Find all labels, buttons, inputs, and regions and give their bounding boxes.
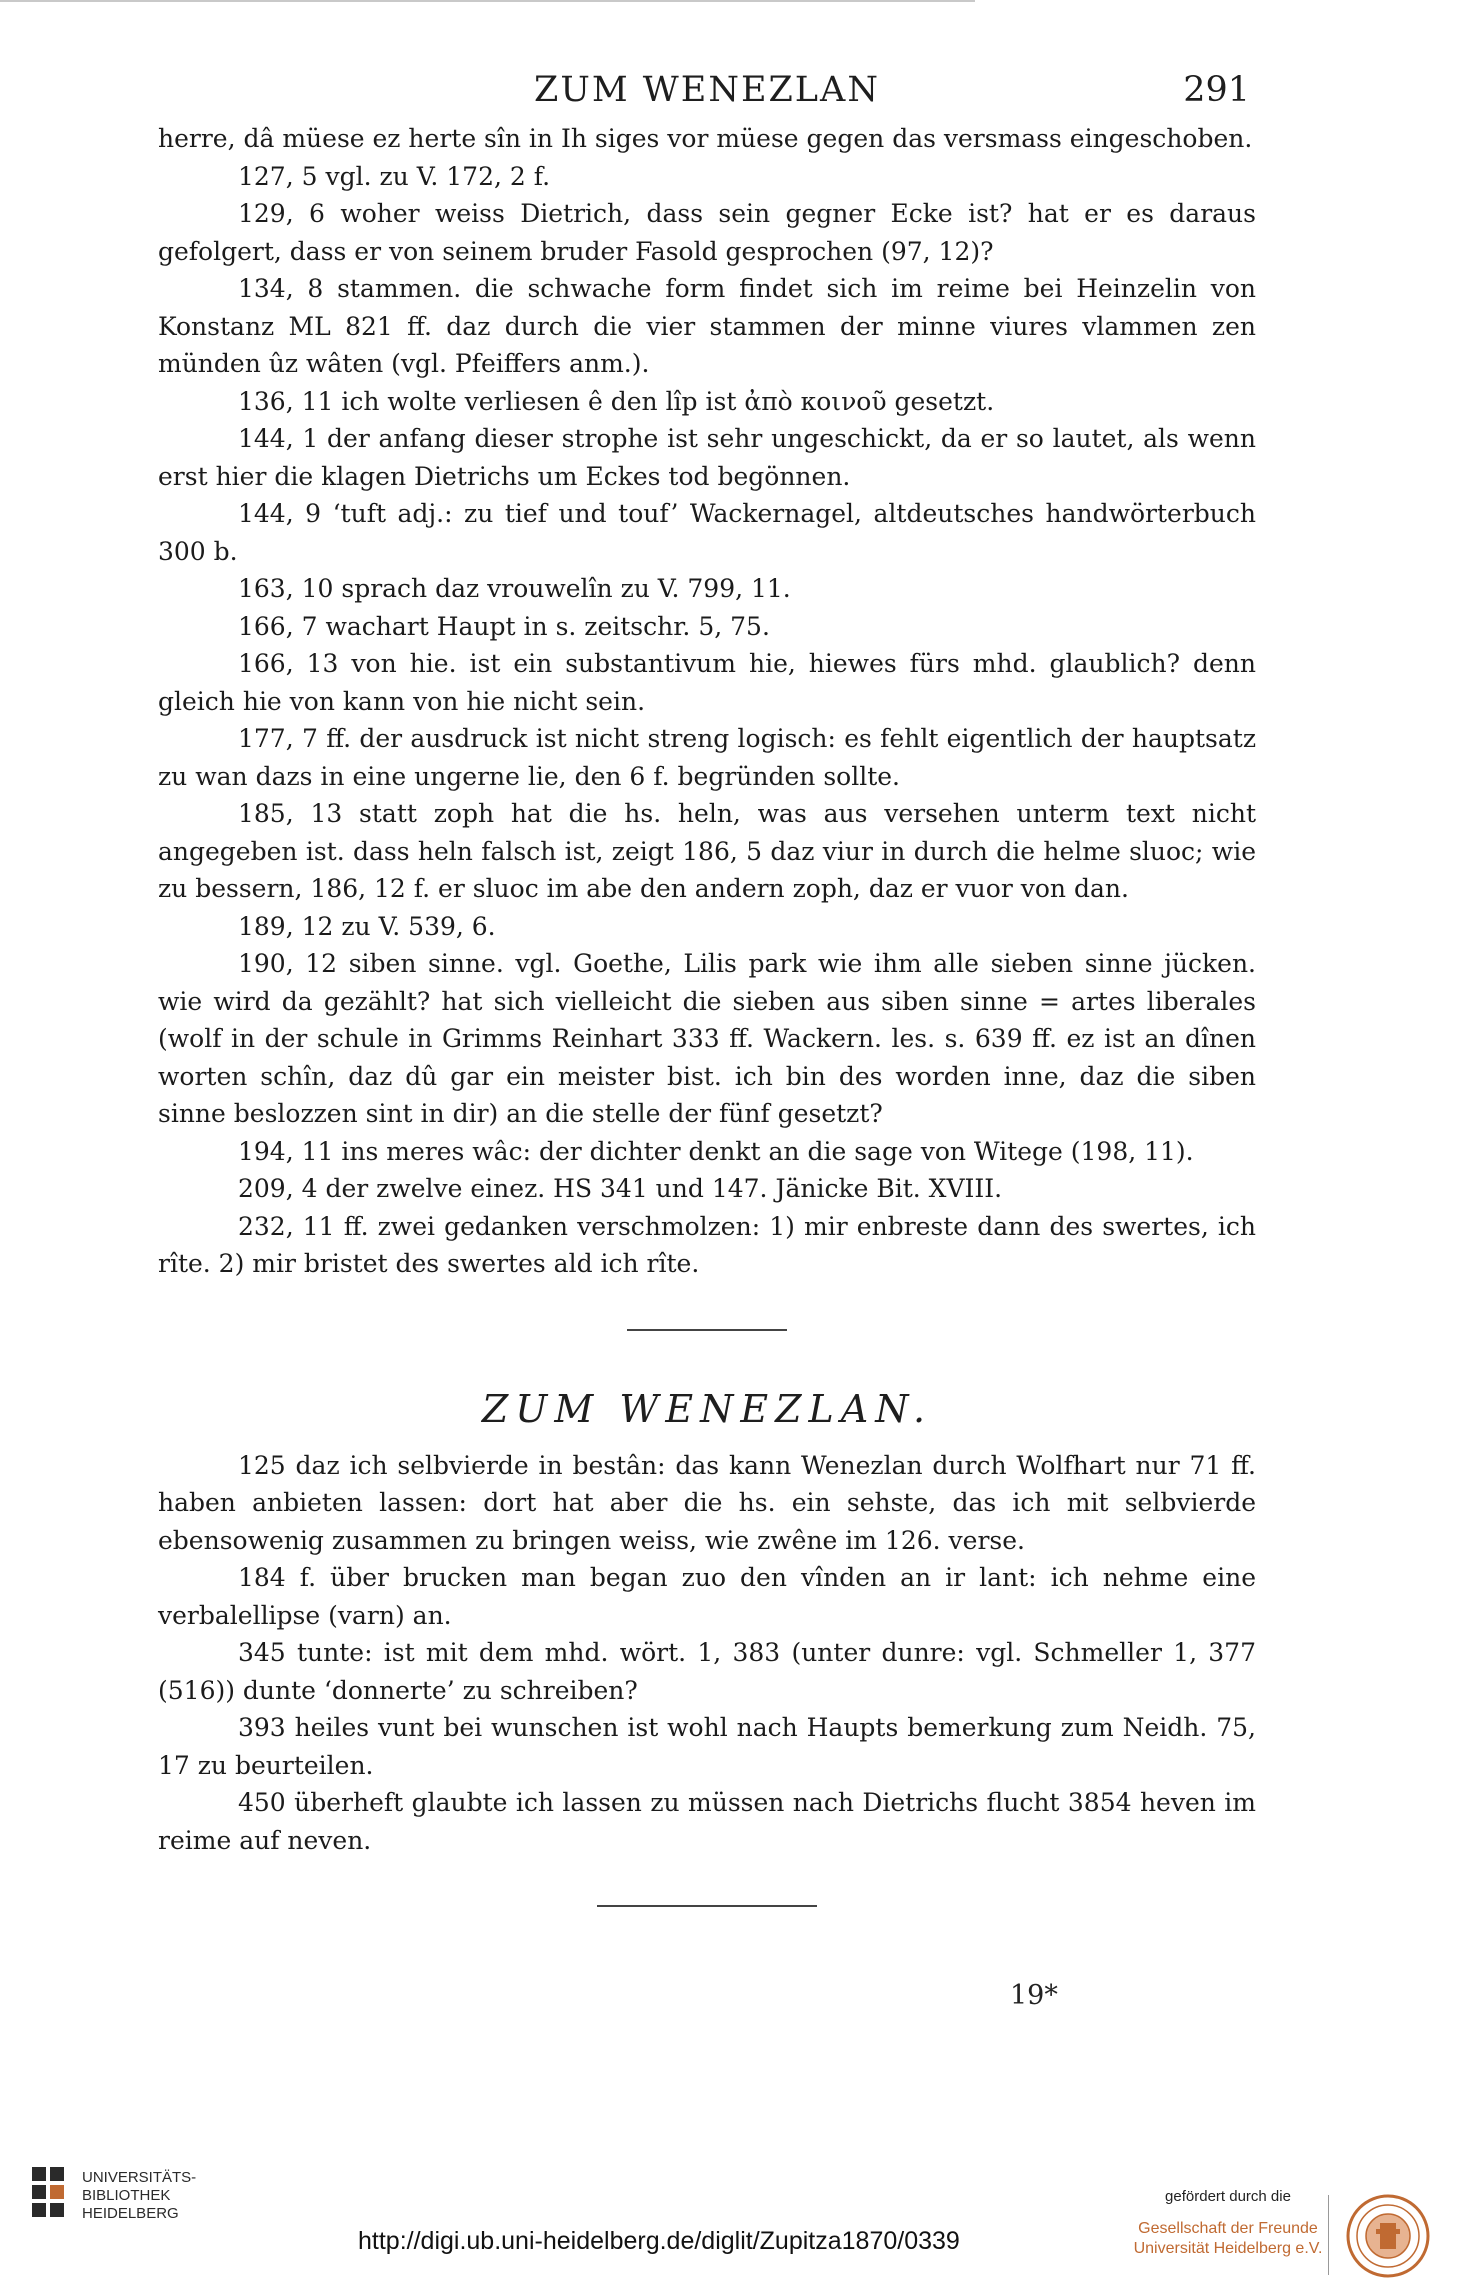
footer-divider	[1328, 2195, 1329, 2275]
running-head-title: ZUM WENEZLAN	[534, 70, 880, 110]
section-note-paragraph: 125 daz ich selbvierde in bestân: das kann Wenezlan durch Wolfhart nur 71 ff. haben anbieten lassen: dort hat aber die hs. ein sehste, das ich mit selbvierde ebensowenig zusammen zu bringen weiss, wie zwêne im 126. verse.	[158, 1450, 1256, 1555]
note-paragraph: 134, 8 stammen. die schwache form findet sich im reime bei Heinzelin von Konstanz ML 821 ff. daz durch die vier stammen der minne viures vlammen zen münden ûz wâten (vgl. Pfeiffers anm.).	[158, 274, 1256, 378]
note-paragraph: 185, 13 statt zoph hat die hs. heln, was aus versehen unterm text nicht angegeben ist. dass heln falsch ist, zeigt 186, 5 daz viur in durch die helme sluoc; wie zu bessern, 186, 12 f. er sluoc im abe den andern zoph, daz er vuor von dan.	[158, 799, 1256, 903]
section-title: ZUM WENEZLAN.	[481, 1386, 933, 1431]
note-paragraph: herre, dâ müese ez herte sîn in Ih siges vor müese gegen das versmass eingeschoben.	[158, 124, 1253, 153]
notes-block	[158, 120, 1256, 1283]
page-number: 291	[1183, 70, 1250, 110]
library-logo[interactable]	[30, 2165, 230, 2245]
sponsor-intro: gefördert durch die	[1165, 2188, 1291, 2205]
section-note-paragraph: 345 tunte: ist mit dem mhd. wört. 1, 383 (unter dunre: vgl. Schmeller 1, 377 (516)) dunte ‘donnerte’ zu schreiben?	[158, 1638, 1256, 1705]
note-paragraph: 232, 11 ff. zwei gedanken verschmolzen: 1) mir enbreste dann des swertes, ich rîte. 2) mir bristet des swertes ald ich rîte.	[158, 1211, 1256, 1278]
note-paragraph: 144, 9 ‘tuft adj.: zu tief und touf’ Wackernagel, altdeutsches handwörterbuch 300 b.	[158, 499, 1256, 566]
signature-mark: 19*	[1010, 1980, 1058, 2011]
note-paragraph: 166, 13 von hie. ist ein substantivum hie, hiewes fürs mhd. glaublich? denn gleich hie von kann von hie nicht sein.	[158, 649, 1256, 716]
running-head	[158, 60, 1256, 120]
note-paragraph: 177, 7 ff. der ausdruck ist nicht streng logisch: es fehlt eigentlich der hauptsatz zu wan dazs in eine ungerne lie, den 6 f. begründen sollte.	[158, 724, 1256, 791]
note-paragraph: 209, 4 der zwelve einez. HS 341 und 147. Jänicke Bit. XVIII.	[238, 1174, 1003, 1203]
end-divider	[597, 1905, 817, 1907]
section-note-paragraph: 450 überheft glaubte ich lassen zu müssen nach Dietrichs flucht 3854 heven im reime auf neven.	[158, 1788, 1256, 1855]
section-notes-block	[158, 1447, 1256, 1860]
note-paragraph: 136, 11 ich wolte verliesen ê den lîp ist ἀπὸ κοινοῦ gesetzt.	[238, 386, 995, 416]
note-paragraph: 163, 10 sprach daz vrouwelîn zu V. 799, 11.	[238, 574, 791, 603]
library-mark-icon	[30, 2165, 74, 2229]
note-paragraph: 144, 1 der anfang dieser strophe ist sehr ungeschickt, da er so lautet, als wenn erst hier die klagen Dietrichs um Eckes tod begönnen.	[158, 424, 1256, 491]
book-page	[158, 60, 1256, 1907]
note-paragraph: 194, 11 ins meres wâc: der dichter denkt an die sage von Witege (198, 11).	[238, 1136, 1194, 1166]
university-seal-icon	[1345, 2193, 1431, 2279]
sponsor-block[interactable]	[1128, 2188, 1328, 2259]
library-name: UNIVERSITÄTS- BIBLIOTHEK HEIDELBERG	[82, 2169, 197, 2222]
note-paragraph: 190, 12 siben sinne. vgl. Goethe, Lilis park wie ihm alle sieben sinne jücken. wie wird da gezählt? hat sich vielleicht die sieben aus siben sinne = artes liberales (wolf in der schule in Grimms Reinhart 333 ff. Wackern. les. s. 639 ff. ez ist an dînen worten schîn, daz dû gar ein meister bist. ich bin des worden inne, daz die siben sinne beslozzen sint in dir) an die stelle der fünf gesetzt?	[158, 949, 1256, 1128]
note-paragraph: 166, 7 wachart Haupt in s. zeitschr. 5, 75.	[238, 611, 770, 641]
permalink-url[interactable]: http://digi.ub.uni-heidelberg.de/diglit/Zupitza1870/0339	[358, 2227, 960, 2255]
note-paragraph: 189, 12 zu V. 539, 6.	[238, 911, 496, 941]
note-paragraph: 129, 6 woher weiss Dietrich, dass sein gegner Ecke ist? hat er es daraus gefolgert, dass er von seinem bruder Fasold gesprochen (97, 12)?	[158, 199, 1256, 266]
section-note-paragraph: 184 f. über brucken man began zuo den vînden an ir lant: ich nehme eine verbalellipse (varn) an.	[158, 1563, 1256, 1630]
note-paragraph: 127, 5 vgl. zu V. 172, 2 f.	[238, 161, 551, 191]
sponsor-name: Gesellschaft der Freunde Universität Heidelberg e.V.	[1133, 2220, 1323, 2257]
section-divider	[627, 1329, 787, 1331]
section-note-paragraph: 393 heiles vunt bei wunschen ist wohl nach Haupts bemerkung zum Neidh. 75, 17 zu beurteilen.	[158, 1713, 1256, 1780]
scan-top-line	[0, 0, 975, 2]
